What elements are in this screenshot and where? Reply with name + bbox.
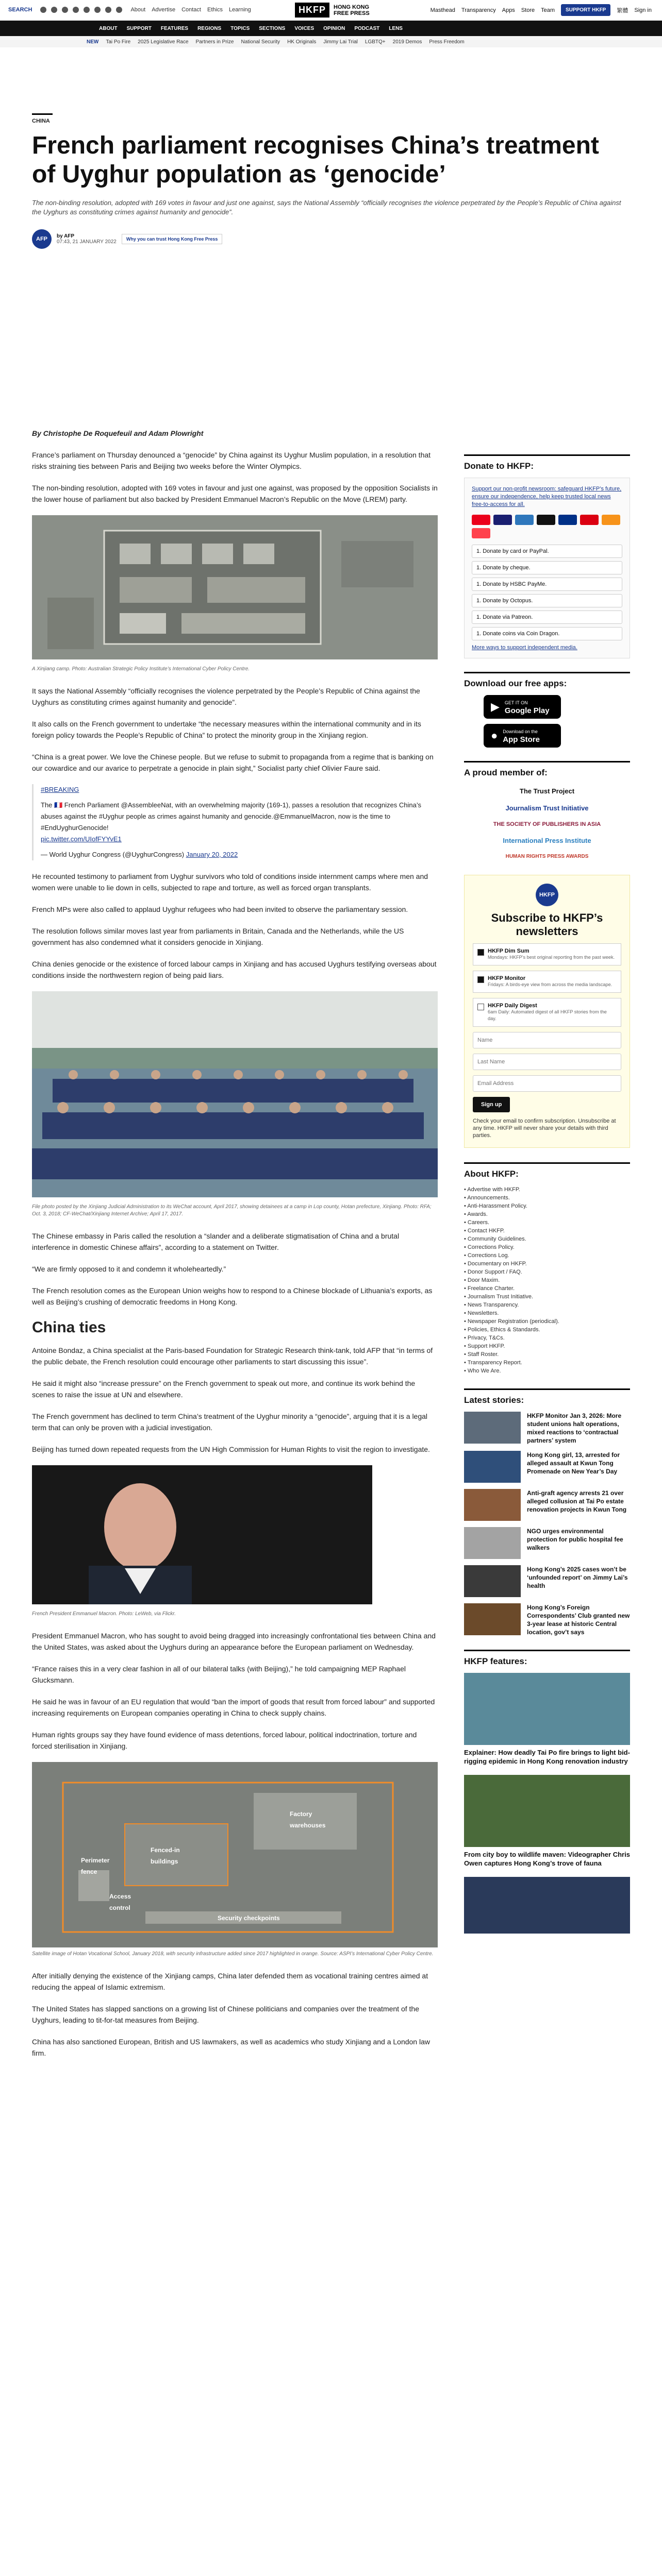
paragraph: “China is a great power. We love the Chinese people. But we refuse to submit to propaganda from a regime that is banking on our cowardice and our avarice to perpetrate a genocide in plain sight,” Socialist party chief Olivier Faure said. — [32, 753, 434, 772]
story-thumb[interactable] — [464, 1489, 521, 1521]
camp-aerial-image — [32, 515, 438, 659]
paragraph: The non-binding resolution, adopted with 169 votes in favour and just one against, was proposed by the opposition Socialists in the lower house of parliament but also backed by President Emmanuel Macron’s Republic on the Move (LREM) party. — [32, 484, 438, 503]
newsletter-desc: 6am Daily: Automated digest of all HKFP stories from the day. — [488, 1009, 607, 1021]
paragraph: It says the National Assembly “officially recognises the violence perpetrated by the People’s Republic of China against the Uyghurs as constituting crimes against humanity and genocide”. — [32, 687, 420, 706]
payment-icon — [493, 515, 512, 525]
feature-image[interactable] — [464, 1673, 630, 1745]
features-heading: HKFP features: — [464, 1650, 630, 1667]
category-label[interactable]: CHINA — [32, 113, 53, 124]
story-thumb[interactable] — [464, 1412, 521, 1444]
subnav-item[interactable]: Tai Po Fire — [106, 39, 131, 45]
paragraph: The United States has slapped sanctions on a growing list of Chinese politicians and companies over the treatment of the Uyghurs, leading to tit-for-tat measures from Beijing. — [32, 2005, 419, 2024]
paragraph: France’s parliament on Thursday denounced a “genocide” by China against its Uyghur Muslim population, in a resolution that risks straining ties between Paris and Beijing two weeks before the Winter Olympics. — [32, 451, 431, 470]
paragraph: Antoine Bondaz, a China specialist at the Paris-based Foundation for Strategic Research think-tank, told AFP that “in terms of the public debate, the French resolution could encourage other parliaments to start discussing this issue”. — [32, 1346, 433, 1366]
subnav-item[interactable]: National Security — [241, 39, 280, 45]
story-title[interactable]: NGO urges environmental protection for public hospital fee walkers — [527, 1528, 623, 1551]
figure-camp — [32, 515, 438, 673]
about-link[interactable]: • Careers. — [464, 1219, 490, 1226]
image-caption: French President Emmanuel Macron. Photo: LeWeb, via Flickr. — [32, 1611, 176, 1617]
as-big: App Store — [503, 735, 540, 744]
paragraph: China denies genocide or the existence of forced labour camps in Xinjiang and has accused Uyghurs testifying overseas about conditions inside the northwestern region of being paid liars. — [32, 960, 437, 979]
about-links — [464, 1185, 630, 1375]
list-item[interactable] — [464, 1412, 630, 1445]
newsletter-desc: Fridays: A birds-eye view from across the media landscape. — [488, 982, 613, 987]
member-logo[interactable]: THE SOCIETY OF PUBLISHERS IN ASIA — [493, 821, 601, 827]
apple-icon: ● — [491, 729, 498, 742]
paragraph: Human rights groups say they have found evidence of mass detentions, forced labour, political indoctrination, torture and forced sterilisation in Xinjiang. — [32, 1731, 417, 1750]
figure-macron — [32, 1465, 438, 1618]
story-thumb[interactable] — [464, 1527, 521, 1559]
top-link[interactable]: Contact — [181, 7, 201, 13]
paragraph: The Chinese embassy in Paris called the resolution a “slander and a deliberate stigmatisation of China and a brutal interference in domestic Chinese affairs”, according to a statement on Twitter. — [32, 1232, 400, 1251]
nav-item[interactable]: PODCAST — [354, 25, 380, 31]
macron-photo — [32, 1465, 372, 1604]
paragraph: French MPs were also called to applaud Uyghur refugees who had been invited to observe the parliamentary session. — [32, 905, 408, 913]
payment-icon — [537, 515, 555, 525]
about-link[interactable]: • Anti-Harassment Policy. — [464, 1203, 527, 1209]
donate-option[interactable]: 1. Donate by card or PayPal. — [472, 545, 622, 558]
about-link[interactable]: • Community Guidelines. — [464, 1236, 526, 1242]
main-nav — [0, 21, 662, 36]
nav-item[interactable]: SECTIONS — [259, 25, 286, 31]
top-link[interactable]: Learning — [228, 7, 251, 13]
figure-satellite — [32, 1762, 438, 1958]
member-logo[interactable]: Journalism Trust Initiative — [505, 804, 589, 812]
section-heading: China ties — [32, 1319, 106, 1336]
label-factory: Factory warehouses — [290, 1810, 326, 1829]
nav-item[interactable]: VOICES — [294, 25, 315, 31]
story-thumb[interactable] — [464, 1451, 521, 1483]
donate-option[interactable]: 1. Donate coins via Coin Dragon. — [472, 627, 622, 640]
top-link[interactable]: Masthead — [430, 7, 455, 13]
article-header — [32, 113, 630, 249]
youtube-icon[interactable] — [73, 7, 79, 13]
donate-option[interactable]: 1. Donate by HSBC PayMe. — [472, 578, 622, 591]
author-name[interactable]: by AFP — [57, 233, 75, 239]
donate-heading: Donate to HKFP: — [464, 454, 630, 471]
top-link[interactable]: Transparency — [461, 7, 496, 13]
social-icons — [40, 7, 122, 13]
about-link[interactable]: • Donor Support / FAQ. — [464, 1269, 522, 1275]
logo-line-1: HONG KONG — [334, 4, 370, 10]
image-caption: File photo posted by the Xinjiang Judicial Administration to its WeChat account, April 2017, showing detainees at a camp in Lop county, Hotan prefecture, Xinjiang. Photo: RFA; Oct. 3, 2018; CF-WeChat/Xinjiang Internet Archive; April 17, 2017. — [32, 1204, 432, 1217]
apps-heading: Download our free apps: — [464, 672, 630, 689]
nav-item[interactable]: TOPICS — [230, 25, 250, 31]
about-link[interactable]: • Freelance Charter. — [464, 1285, 515, 1292]
about-link[interactable]: • Transparency Report. — [464, 1360, 522, 1366]
linkedin-icon[interactable] — [105, 7, 111, 13]
newsletter-logo: HKFP — [536, 884, 558, 906]
about-link[interactable]: • Door Maxim. — [464, 1277, 500, 1283]
feature-image[interactable] — [464, 1877, 630, 1934]
member-logo[interactable]: International Press Institute — [503, 837, 591, 844]
app-store-button[interactable] — [484, 724, 561, 748]
gp-small: GET IT ON — [504, 700, 528, 705]
nav-item[interactable]: OPINION — [323, 25, 345, 31]
paragraph: The French resolution comes as the European Union weighs how to respond to a Chinese blockade of Lithuania’s exports, as well as Beijing’s crushing of democratic freedoms in Hong Kong. — [32, 1286, 433, 1306]
feature-item[interactable] — [464, 1775, 630, 1868]
about-link[interactable]: • Newspaper Registration (periodical). — [464, 1318, 559, 1325]
sidebar — [464, 454, 630, 1943]
story-title[interactable]: HKFP Monitor Jan 3, 2026: More student unions halt operations, mixed reactions to ‘contractual partners’ system — [527, 1412, 622, 1444]
paragraph: He said he was in favour of an EU regulation that would “ban the import of goods that result from forced labour” and supported increasing requirements on European companies operating in China to check supply chains. — [32, 1698, 435, 1717]
top-links — [130, 7, 251, 13]
list-item[interactable] — [464, 1527, 630, 1559]
paragraph: He said it might also “increase pressure” on the French government to speak out more, and continue its work behind the scenes to raise the issue at UN and elsewhere. — [32, 1379, 416, 1399]
newsletter-option[interactable] — [473, 943, 621, 965]
about-link[interactable]: • Corrections Log. — [464, 1252, 509, 1259]
about-link[interactable]: • Advertise with HKFP. — [464, 1187, 520, 1193]
feature-item[interactable] — [464, 1673, 630, 1766]
rss-icon[interactable] — [116, 7, 122, 13]
detainees-image — [32, 991, 438, 1197]
newsletter-option[interactable] — [473, 971, 621, 993]
latest-heading: Latest stories: — [464, 1388, 630, 1405]
tweet-text: The 🇫🇷 French Parliament @AssembleeNat, with an overwhelming majority (169-1), passes a resolution that recognizes China’s abuses against the #Uyghur people as crimes against humanity and genocide.@EmmanuelMacron, now is the time to #EndUyghurGenocide! — [41, 801, 421, 832]
payment-icon — [515, 515, 534, 525]
feature-title[interactable]: Explainer: How deadly Tai Po fire brings to light bid-rigging epidemic in Hong Kong renovation industry — [464, 1749, 630, 1765]
label-security: Security checkpoints — [218, 1914, 280, 1922]
payment-icon — [472, 528, 490, 538]
x-icon[interactable] — [51, 7, 57, 13]
page-title: French parliament recognises China’s treatment of Uyghur population as ‘genocide’ — [32, 132, 599, 188]
newsletter-name: HKFP Dim Sum — [488, 948, 529, 954]
google-play-button[interactable] — [484, 695, 561, 719]
about-link[interactable]: • Journalism Trust Initiative. — [464, 1294, 534, 1300]
tweet-author: — World Uyghur Congress (@UyghurCongress) — [41, 851, 185, 858]
newsletter-title: Subscribe to HKFP’s newsletters — [491, 911, 603, 938]
nav-item[interactable]: LENS — [389, 25, 403, 31]
nav-item[interactable]: SUPPORT — [126, 25, 152, 31]
site-logo[interactable] — [295, 3, 370, 18]
last-name-field[interactable] — [473, 1054, 621, 1070]
story-title[interactable]: Anti-graft agency arrests 21 over alleged collusion at Tai Po estate renovation projects in Kwun Tong — [527, 1489, 627, 1513]
newsletter-desc: Mondays: HKFP’s best original reporting from the past week. — [488, 955, 615, 960]
story-thumb[interactable] — [464, 1565, 521, 1597]
nav-item[interactable]: ABOUT — [99, 25, 118, 31]
sign-in-link[interactable]: Sign in — [634, 7, 652, 13]
donate-option[interactable]: 1. Donate by Octopus. — [472, 594, 622, 607]
payment-icon — [472, 515, 490, 525]
paragraph: China has also sanctioned European, British and US lawmakers, as well as academics who study Xinjiang and a London law firm. — [32, 2038, 430, 2057]
feature-image[interactable] — [464, 1775, 630, 1847]
search-link[interactable]: SEARCH — [8, 7, 32, 13]
payment-icon — [558, 515, 577, 525]
paragraph: “We are firmly opposed to it and condemn it wholeheartedly.” — [32, 1265, 226, 1273]
checkbox[interactable] — [477, 976, 484, 983]
about-link[interactable]: • Corrections Policy. — [464, 1244, 515, 1250]
about-link[interactable]: • Who We Are. — [464, 1368, 501, 1374]
subnav-item[interactable]: Jimmy Lai Trial — [323, 39, 358, 45]
trust-badge[interactable]: Why you can trust Hong Kong Free Press — [122, 234, 223, 244]
as-small: Download on the — [503, 728, 538, 734]
article-authors: By Christophe De Roquefeuil and Adam Plowright — [32, 429, 204, 437]
label-perimeter: Perimeter fence — [81, 1857, 110, 1875]
email-field[interactable] — [473, 1075, 621, 1092]
about-link[interactable]: • Announcements. — [464, 1195, 510, 1201]
newsletter-name: HKFP Daily Digest — [488, 1003, 537, 1009]
threads-icon[interactable] — [84, 7, 90, 13]
about-link[interactable]: • Awards. — [464, 1211, 488, 1217]
first-name-field[interactable] — [473, 1032, 621, 1048]
donate-box — [464, 478, 630, 658]
top-link[interactable]: About — [130, 7, 146, 13]
member-heading: A proud member of: — [464, 761, 630, 778]
about-link[interactable]: • Policies, Ethics & Standards. — [464, 1327, 540, 1333]
paragraph: President Emmanuel Macron, who has sought to avoid being dragged into increasingly confrontational ties between China and the United States, was asked about the Uyghurs during an appearance before the European parliament on Wednesday. — [32, 1632, 436, 1651]
label-access: Access control — [109, 1893, 131, 1911]
tweet-link[interactable]: pic.twitter.com/UIofFYYvE1 — [41, 835, 122, 843]
tweet-date[interactable]: January 20, 2022 — [186, 851, 238, 858]
newsletter-note: Check your email to confirm subscription. Unsubscribe at any time. HKFP will never share your details with third parties. — [473, 1118, 616, 1139]
payment-icons — [472, 515, 622, 538]
list-item[interactable] — [464, 1565, 630, 1597]
instagram-icon[interactable] — [62, 7, 68, 13]
facebook-icon[interactable] — [40, 7, 46, 13]
newsletter-box — [464, 875, 630, 1148]
paragraph: It also calls on the French government to undertake “the necessary measures within the international community and in its foreign policy towards the People’s Republic of China” to protect the minority group in the Xinjiang region. — [32, 720, 421, 739]
telegram-icon[interactable] — [94, 7, 101, 13]
gp-big: Google Play — [504, 706, 550, 715]
language-toggle[interactable]: 繁體 — [617, 7, 628, 14]
story-title[interactable]: Hong Kong girl, 13, arrested for alleged assault at Kwun Tong Promenade on New Year’s Day — [527, 1451, 620, 1475]
play-icon: ▶ — [491, 700, 500, 713]
about-link[interactable]: • Support HKFP. — [464, 1343, 505, 1349]
donate-option[interactable]: 1. Donate by cheque. — [472, 561, 622, 574]
logo-mark: HKFP — [295, 3, 329, 18]
member-logo[interactable]: The Trust Project — [519, 787, 575, 795]
image-caption: Satellite image of Hotan Vocational School, January 2018, with security infrastructure added since 2017 highlighted in orange. Source: ASPI’s International Cyber Policy Centre. — [32, 1951, 434, 1957]
top-link[interactable]: Store — [521, 7, 535, 13]
embedded-tweet — [32, 784, 438, 860]
article-body — [32, 428, 438, 2069]
paragraph: Beijing has turned down repeated requests from the UN High Commission for Human Rights to visit the region to investigate. — [32, 1445, 430, 1453]
about-link[interactable]: • Staff Roster. — [464, 1351, 499, 1358]
top-link[interactable]: Apps — [502, 7, 515, 13]
paragraph: After initially denying the existence of the Xinjiang camps, China later defended them as vocational training centres aimed at reducing the appeal of Islamic extremism. — [32, 1972, 428, 1991]
paragraph: He recounted testimony to parliament from Uyghur survivors who told of conditions inside internment camps where men and women were unable to lie down in cells, subjected to rape and torture, as well as forced organ transplants. — [32, 872, 428, 892]
image-caption: A Xinjiang camp. Photo: Australian Strategic Policy Institute’s International Cyber Policy Centre. — [32, 666, 250, 672]
donate-intro[interactable]: Support our non-profit newsroom: safeguard HKFP’s future, ensure our independence, help keep trusted local news free-to-access for all. — [472, 486, 622, 507]
subnav-item[interactable]: HK Originals — [287, 39, 317, 45]
new-label: NEW — [87, 39, 99, 45]
subnav-item[interactable]: 2019 Demos — [392, 39, 422, 45]
support-hkfp-button[interactable]: SUPPORT HKFP — [561, 4, 610, 16]
list-item[interactable] — [464, 1489, 630, 1521]
about-link[interactable]: • Documentary on HKFP. — [464, 1261, 527, 1267]
avatar[interactable]: AFP — [32, 229, 52, 249]
list-item[interactable] — [464, 1451, 630, 1483]
figure-detainees — [32, 991, 438, 1218]
top-link[interactable]: Ethics — [207, 7, 223, 13]
feature-item[interactable] — [464, 1877, 630, 1934]
subnav-item[interactable]: Partners in Prize — [195, 39, 234, 45]
feature-title[interactable]: From city boy to wildlife maven: Videographer Chris Owen captures Hong Kong’s trove of fauna — [464, 1851, 630, 1867]
about-link[interactable]: • Contact HKFP. — [464, 1228, 505, 1234]
checkbox[interactable] — [477, 949, 484, 956]
nav-item[interactable]: REGIONS — [197, 25, 222, 31]
top-link[interactable]: Team — [541, 7, 555, 13]
newsletter-name: HKFP Monitor — [488, 975, 526, 981]
subnav-item[interactable]: LGBTQ+ — [365, 39, 386, 45]
byline — [32, 229, 630, 249]
sub-nav — [0, 36, 662, 47]
member-logo[interactable]: HUMAN RIGHTS PRESS AWARDS — [505, 854, 589, 859]
article-lede: The non-binding resolution, adopted with 169 votes in favour and just one against, says the National Assembly “officially recognises the violence perpetrated by the People’s Republic of China against the Uyghurs as constituting crimes against humanity and genocide”. — [32, 199, 621, 216]
about-link[interactable]: • News Transparency. — [464, 1302, 519, 1308]
paragraph: The French government has declined to term China’s treatment of the Uyghur minority a “genocide”, arguing that it is a legal term that can only be proven with a judicial investigation. — [32, 1412, 428, 1432]
logo-line-2: FREE PRESS — [334, 10, 370, 16]
subnav-item[interactable]: 2025 Legislative Race — [138, 39, 189, 45]
newsletter-option[interactable] — [473, 998, 621, 1027]
story-title[interactable]: Hong Kong’s Foreign Correspondents’ Club granted new 3-year lease at historic Central location, gov’t says — [527, 1604, 630, 1636]
about-link[interactable]: • Privacy, T&Cs. — [464, 1335, 505, 1341]
checkbox[interactable] — [477, 1004, 484, 1010]
list-item[interactable] — [464, 1603, 630, 1636]
tweet-hashtag[interactable]: #BREAKING — [41, 786, 79, 793]
about-link[interactable]: • Newsletters. — [464, 1310, 499, 1316]
sign-up-button[interactable]: Sign up — [473, 1097, 510, 1112]
label-fenced: Fenced-in buildings — [151, 1846, 180, 1865]
publish-date: 07:43, 21 JANUARY 2022 — [57, 239, 117, 245]
top-link[interactable]: Advertise — [152, 7, 176, 13]
top-bar — [0, 0, 662, 21]
nav-item[interactable]: FEATURES — [160, 25, 189, 31]
payment-icon — [602, 515, 620, 525]
paragraph: The resolution follows similar moves last year from parliaments in Britain, Canada and the Netherlands, while the US government has also condemned what it considers genocide in Xinjiang. — [32, 927, 404, 946]
about-heading: About HKFP: — [464, 1162, 630, 1179]
paragraph: “France raises this in a very clear fashion in all of our bilateral talks (with Beijing),” he told campaigning MEP Raphael Glucksmann. — [32, 1665, 406, 1684]
story-thumb[interactable] — [464, 1603, 521, 1635]
donate-option[interactable]: 1. Donate via Patreon. — [472, 611, 622, 624]
subnav-item[interactable]: Press Freedom — [429, 39, 465, 45]
more-support-link[interactable]: More ways to support independent media. — [472, 645, 577, 651]
payment-icon — [580, 515, 599, 525]
story-title[interactable]: Hong Kong’s 2025 cases won’t be ‘unfounded report’ on Jimmy Lai’s health — [527, 1566, 628, 1589]
